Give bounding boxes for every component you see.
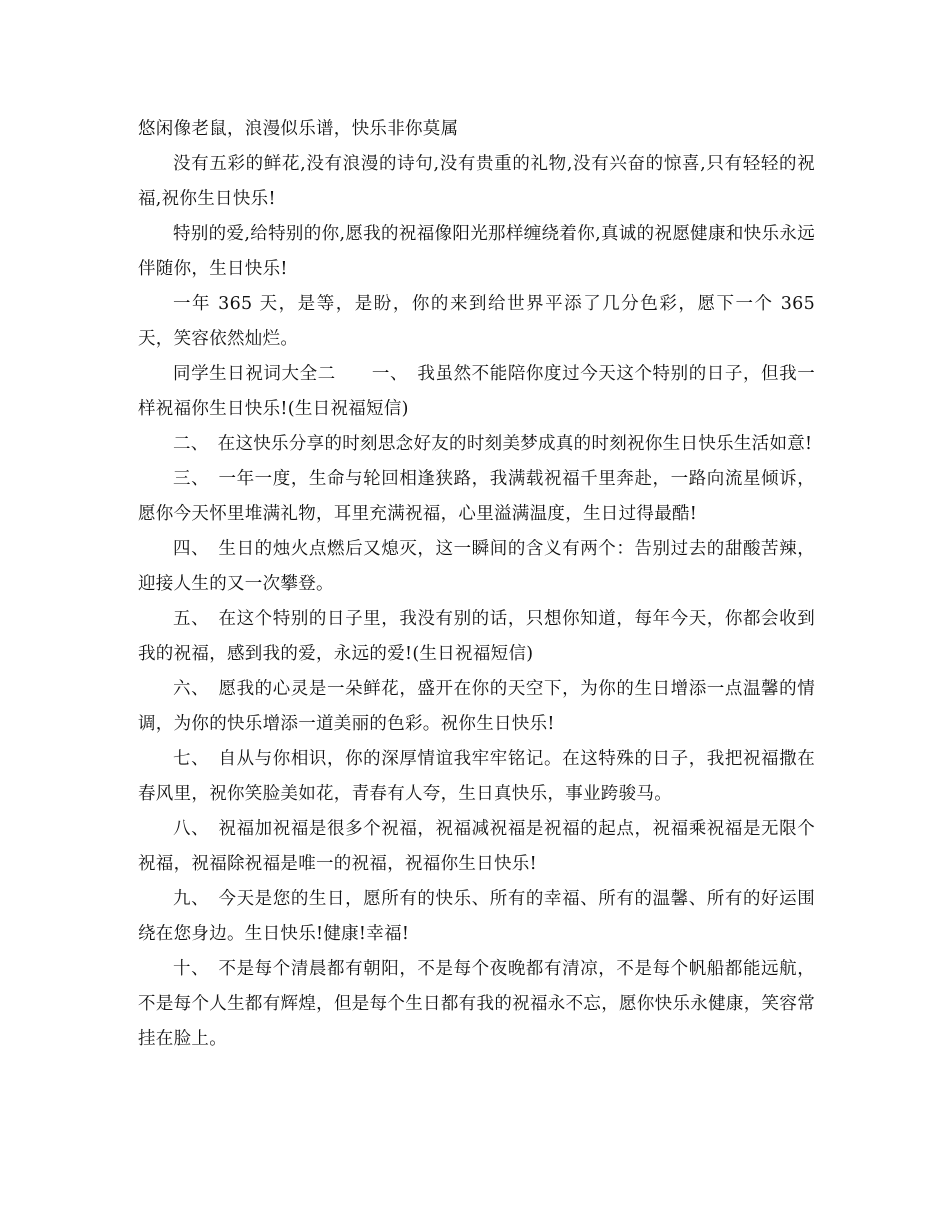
paragraph-14: 十、 不是每个清晨都有朝阳，不是每个夜晚都有清凉，不是每个帆船都能远航，不是每个人生都有辉煌，但是每个生日都有我的祝福永不忘，愿你快乐永健康，笑容常挂在脸上。 bbox=[138, 959, 815, 1049]
paragraph-13: 九、 今天是您的生日，愿所有的快乐、所有的幸福、所有的温馨、所有的好运围绕在您身边。生日快乐!健康!幸福! bbox=[138, 889, 815, 944]
paragraph-6: 二、 在这快乐分享的时刻思念好友的时刻美梦成真的时刻祝你生日快乐生活如意! bbox=[173, 434, 813, 454]
paragraph-8: 四、 生日的烛火点燃后又熄灭，这一瞬间的含义有两个：告别过去的甜酸苦辣，迎接人生的又一次攀登。 bbox=[138, 539, 815, 594]
paragraph-10: 六、 愿我的心灵是一朵鲜花，盛开在你的天空下，为你的生日增添一点温馨的情调，为你的快乐增添一道美丽的色彩。祝你生日快乐! bbox=[138, 679, 815, 734]
paragraph-1: 悠闲像老鼠，浪漫似乐谱，快乐非你莫属 bbox=[138, 119, 459, 139]
paragraph-7: 三、 一年一度，生命与轮回相逢狭路，我满载祝福千里奔赴，一路向流星倾诉，愿你今天怀里堆满礼物，耳里充满祝福，心里溢满温度，生日过得最酷! bbox=[138, 469, 815, 524]
paragraph-4: 一年 365 天，是等，是盼，你的来到给世界平添了几分色彩，愿下一个 365 天，笑容依然灿烂。 bbox=[138, 294, 815, 349]
paragraph-11: 七、 自从与你相识，你的深厚情谊我牢牢铭记。在这特殊的日子，我把祝福撒在春风里，祝你笑脸美如花，青春有人夸，生日真快乐，事业跨骏马。 bbox=[138, 749, 815, 804]
paragraph-2: 没有五彩的鲜花,没有浪漫的诗句,没有贵重的礼物,没有兴奋的惊喜,只有轻轻的祝福,祝你生日快乐! bbox=[138, 154, 815, 209]
paragraph-5: 同学生日祝词大全二 一、 我虽然不能陪你度过今天这个特别的日子，但我一样祝福你生日快乐!(生日祝福短信) bbox=[138, 364, 815, 419]
document-body bbox=[138, 112, 815, 1057]
paragraph-12: 八、 祝福加祝福是很多个祝福，祝福减祝福是祝福的起点，祝福乘祝福是无限个祝福，祝福除祝福是唯一的祝福，祝福你生日快乐! bbox=[138, 819, 815, 874]
paragraph-9: 五、 在这个特别的日子里，我没有别的话，只想你知道，每年今天，你都会收到我的祝福，感到我的爱，永远的爱!(生日祝福短信) bbox=[138, 609, 815, 664]
paragraph-3: 特别的爱,给特别的你,愿我的祝福像阳光那样缠绕着你,真诚的祝愿健康和快乐永远伴随你，生日快乐! bbox=[138, 224, 815, 279]
